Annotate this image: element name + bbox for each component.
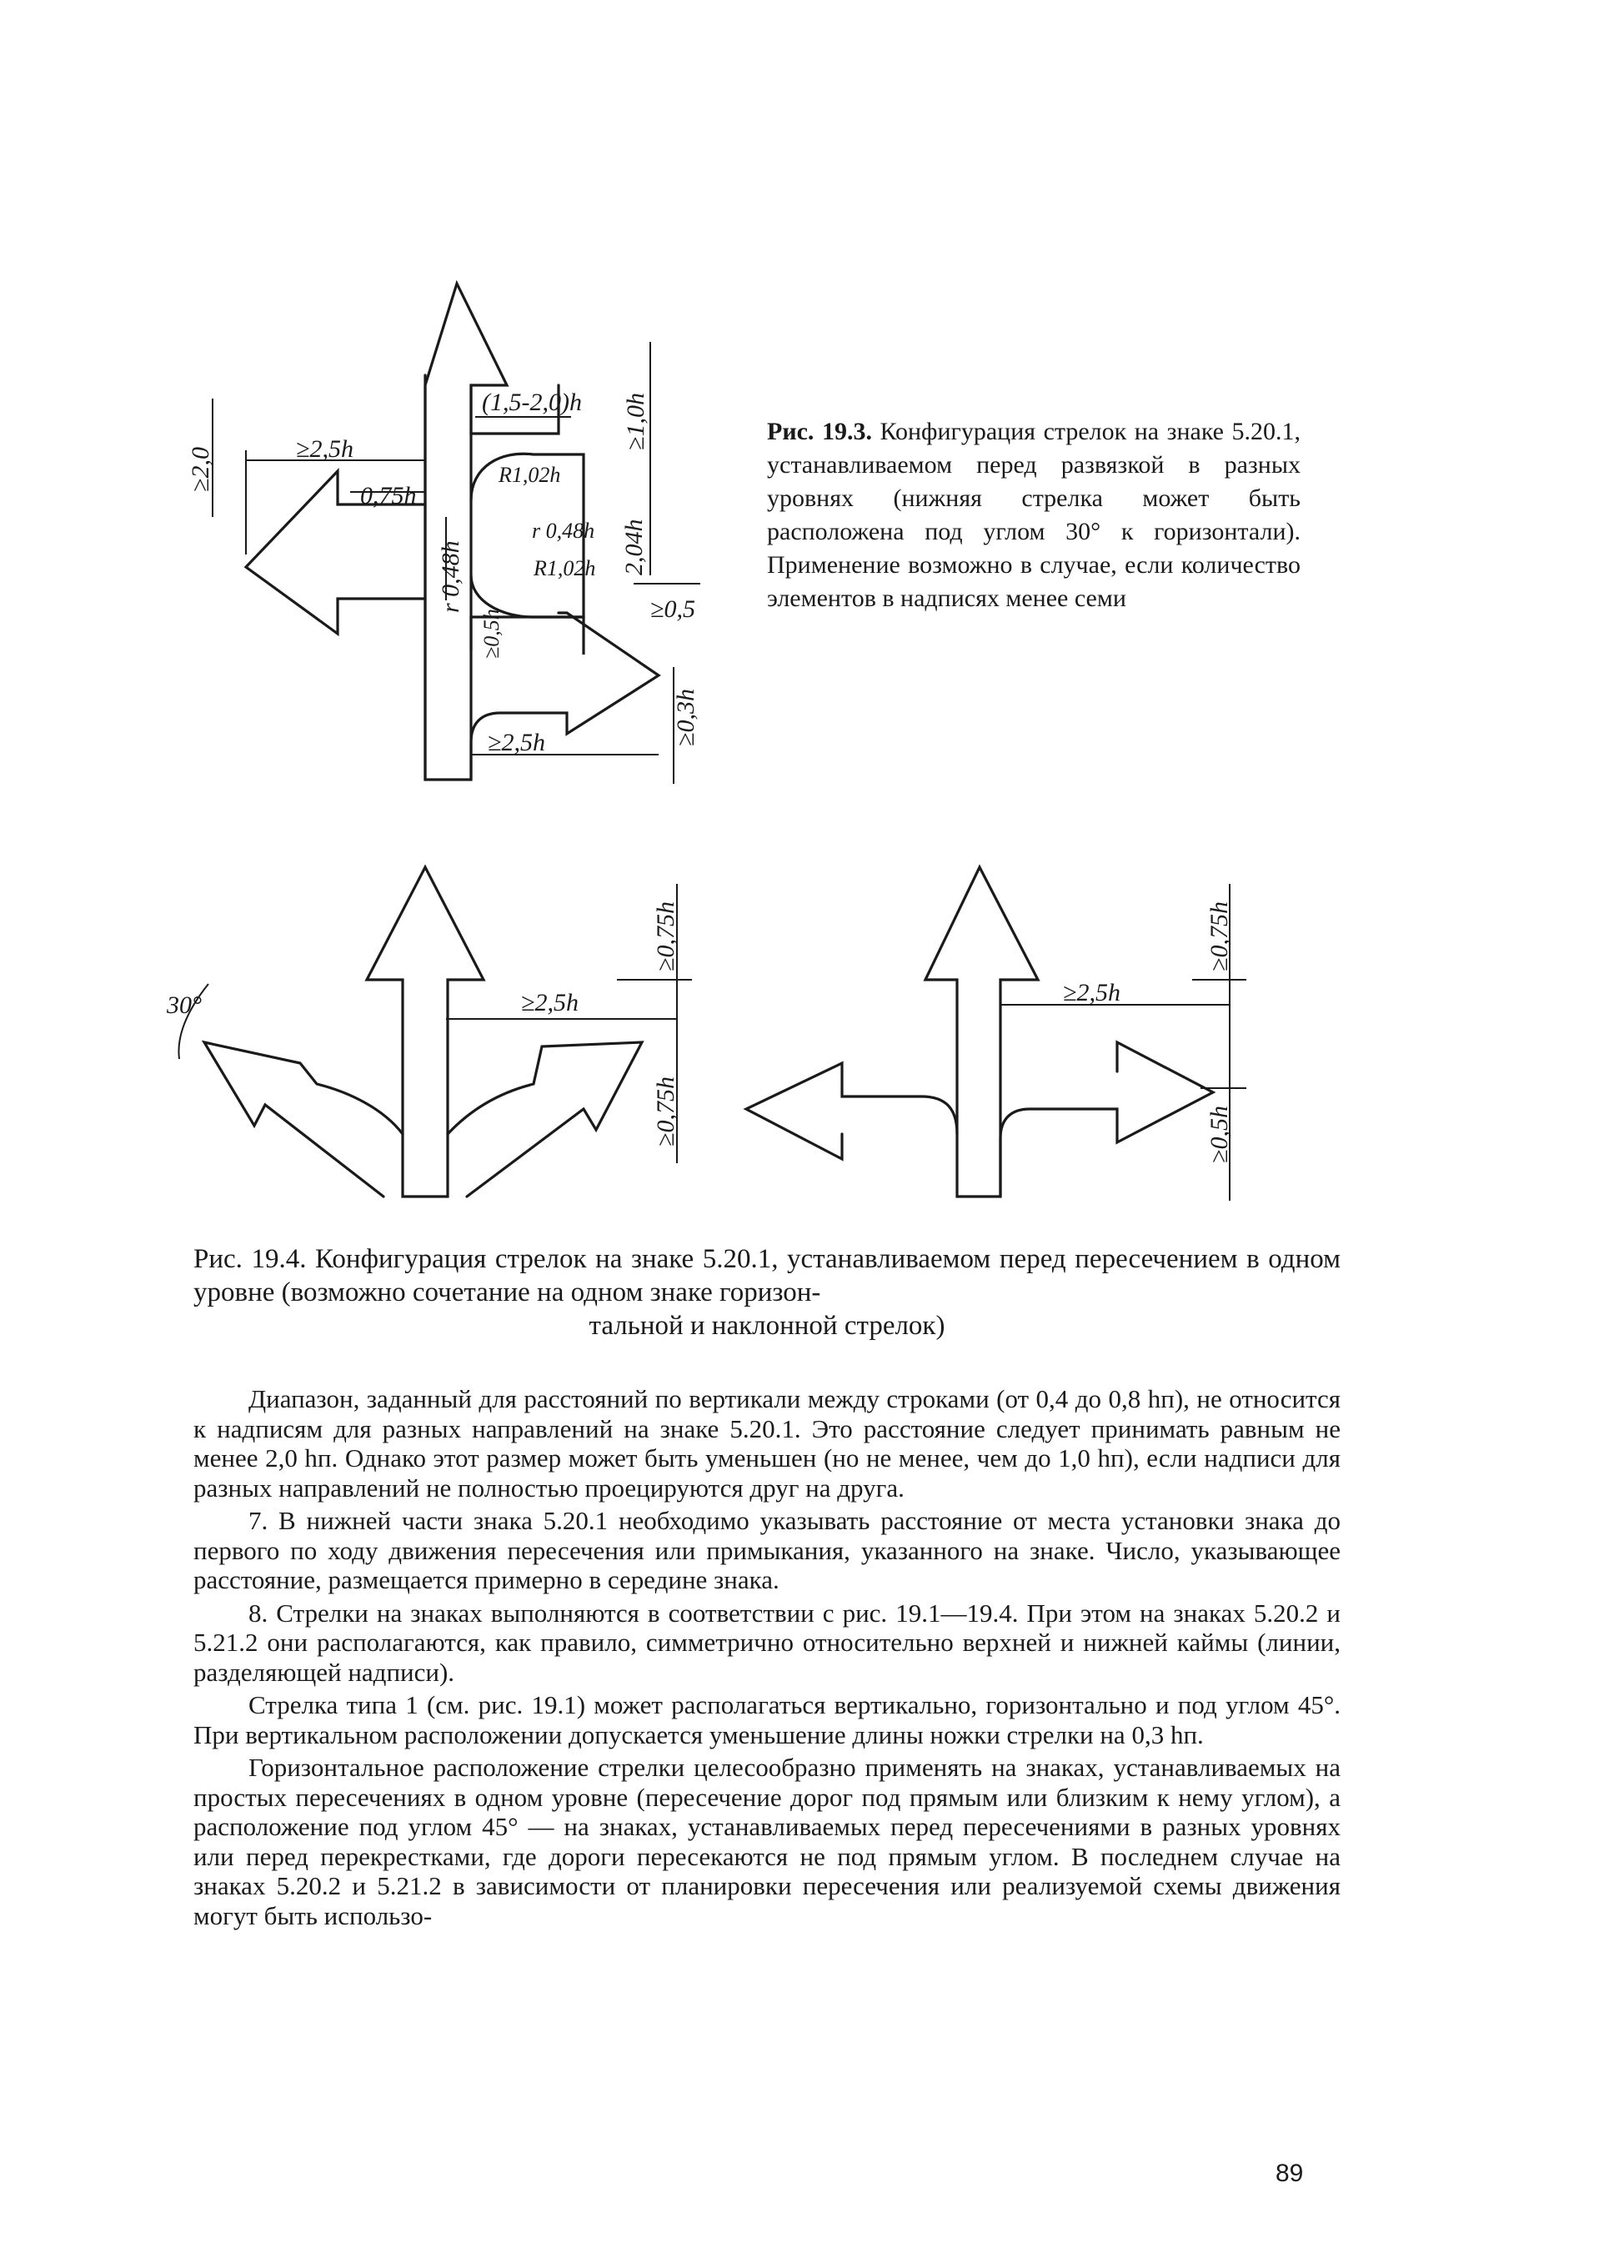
- straight-arrow: [425, 284, 507, 780]
- dim-label: ≥2,0: [187, 447, 214, 492]
- straight-arrow: [925, 867, 1038, 1197]
- paragraph: Стрелка типа 1 (см. рис. 19.1) может располагаться вертикально, горизонтально и под углом 45°. При вертикальном расположении допускается уменьшение длины ножки стрелки на 0,3 hп.: [193, 1690, 1341, 1749]
- paragraph: Горизонтальное расположение стрелки целесообразно применять на знаках, устанавливаемых на простых пересечениях в одном уровне (пересечение дорог под прямым или близким к нему углом), а расположение под углом 45° — на знаках, устанавливаемых перед пересечениями в разных уровнях или перед перекрестками, где дороги пересекаются не под прямым углом. В последнем случае на знаках 5.20.2 и 5.21.2 в зависимости от планировки пересечения или реализуемой схемы движения могут быть использо-: [193, 1753, 1341, 1930]
- paragraph: Диапазон, заданный для расстояний по вертикали между строками (от 0,4 до 0,8 hп), не относится к надписям для разных направлений на знаке 5.20.1. Это расстояние следует принимать равным не менее 2,0 hп. Однако этот размер может быть уменьшен (но не менее, чем до 1,0 hп), если надписи для разных направлений не полностью проецируются друг на друга.: [193, 1384, 1341, 1503]
- dim-label: ≥0,3h: [672, 689, 699, 746]
- fig-19-4-right-arrows: [746, 867, 1213, 1197]
- diagonal-right-arrow: [448, 1042, 642, 1197]
- dim-label: 30°: [167, 991, 202, 1019]
- fig-19-4-left-arrows: [204, 867, 642, 1197]
- dim-label: ≥2,5h: [1063, 979, 1120, 1006]
- dim-label: ≥2,5h: [488, 729, 545, 756]
- figure-caption-19-3: [767, 415, 1301, 615]
- fig-19-3-dimension-labels: [187, 389, 699, 756]
- fig-19-3-arrows: [246, 284, 659, 780]
- dim-label: ≥0,75h: [652, 1076, 679, 1147]
- dim-label: ≥0,5h: [479, 609, 504, 659]
- dim-label: ≥1,0h: [622, 393, 649, 450]
- body-text: [193, 1384, 1341, 1934]
- figure-caption-19-4: [193, 1242, 1341, 1342]
- fig-19-4-right-labels: [1063, 901, 1233, 1163]
- straight-arrow: [367, 867, 484, 1197]
- caption-label: Рис. 19.3.: [767, 418, 872, 445]
- dim-label: r 0,48h: [532, 519, 595, 543]
- caption-line: Рис. 19.4. Конфигурация стрелок на знаке 5.20.1, устанавливаемом перед пересечением в одном уровне (возможно сочетание на одном знаке горизон-: [193, 1244, 1341, 1307]
- page-number: 89: [1276, 2160, 1304, 2187]
- dim-label: ≥0,75h: [652, 901, 679, 971]
- dim-label: ≥0,5: [650, 595, 695, 623]
- caption-line: тальной и наклонной стрелок): [589, 1311, 945, 1341]
- right-arrow: [1000, 1042, 1213, 1197]
- dim-label: ≥2,5h: [296, 435, 353, 463]
- dim-label: R1,02h: [499, 463, 561, 487]
- caption-text: Конфигурация стрелок на знаке 5.20.1, устанавливаемом перед развязкой в разных уровнях (нижняя стрелка может быть расположена под углом 30° к горизонтали). Применение возможно в случае, если количество элементов в надписях менее семи: [767, 418, 1301, 612]
- dim-label: (1,5-2,0)h: [482, 389, 582, 416]
- dim-label: ≥2,5h: [521, 989, 579, 1016]
- dim-label: r 0,48h: [437, 540, 464, 613]
- dim-label: 0,75h: [360, 482, 417, 509]
- left-arrow: [746, 1063, 957, 1159]
- dim-label: ≥0,5h: [1205, 1106, 1233, 1163]
- diagonal-left-arrow: [204, 1042, 403, 1197]
- dim-label: R1,02h: [534, 556, 596, 580]
- paragraph: 7. В нижней части знака 5.20.1 необходимо указывать расстояние от места установки знака до первого по ходу движения пересечения или примыкания, указанного на знаке. Число, указывающее расстояние, размещается примерно в середине знака.: [193, 1506, 1341, 1594]
- fig-19-4-left-labels: [166, 901, 679, 1147]
- dim-label: 2,04h: [620, 519, 648, 575]
- paragraph: 8. Стрелки на знаках выполняются в соответствии с рис. 19.1—19.4. При этом на знаках 5.20.2 и 5.21.2 они располагаются, как правило, симметрично относительно верхней и нижней каймы (линии, разделяющей надписи).: [193, 1598, 1341, 1687]
- dim-label: ≥0,75h: [1205, 901, 1233, 971]
